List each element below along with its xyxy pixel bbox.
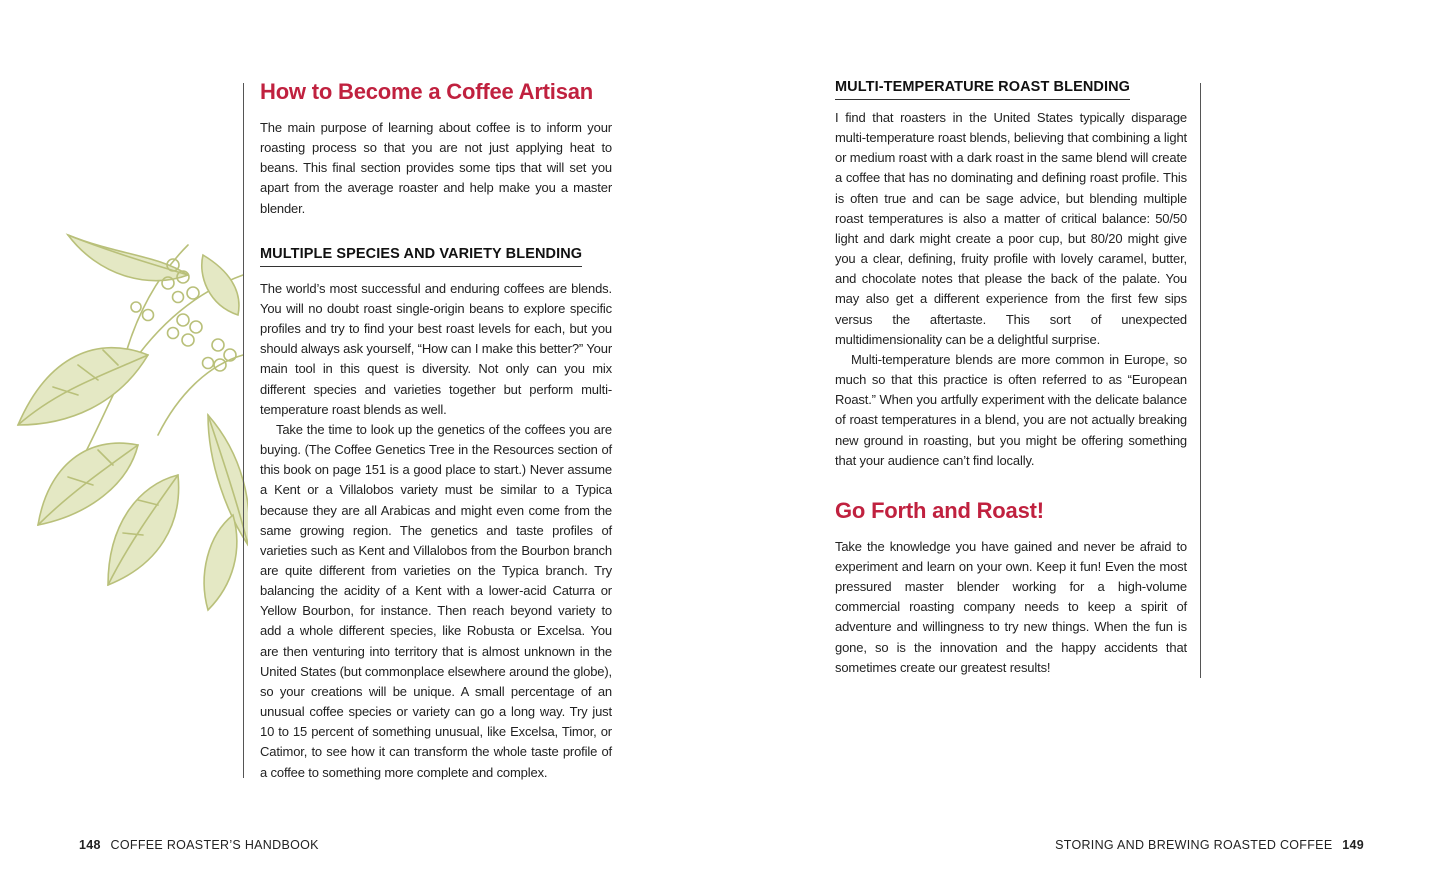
multi-temperature-paragraph-2: Multi-temperature blends are more common in Europe, so much so that this practice is often referred to as “European Roast.” When you artfully experiment with the delicate balance of roast temperatures in a blend, you are not actually breaking new ground in roasting, but you might be offering something that your audience can’t find locally. <box>835 351 1187 468</box>
page-number-left: 148 <box>79 838 101 852</box>
species-blending-paragraph-2: Take the time to look up the genetics of the coffees you are buying. (The Coffee Genetics Tree in the Resources section of this book on page 151 is a good place to start.) Never assume a Kent or a Villalobos variety must be similar to a Typica because they are all Arabicas and might even come from the same growing region. The genetics and taste profiles of varieties such as Kent and Villalobos from the Bourbon branch are quite different from varieties on the Typica branch. Try balancing the acidity of a Kent with a lower-acid Caturra or Yellow Bourbon, for instance. Then reach beyond variety to add a whole different species, like Robusta or Excelsa. You are then venturing into territory that is almost unknown in the United States (but commonplace elsewhere around the globe), so your creations will be unique. A small percentage of an unusual coffee species or variety can go a long way. Try just 10 to 15 percent of something unusual, like Excelsa, Timor, or Catimor, to see how it can transform the whole taste profile of a coffee to something more complete and complex. <box>260 421 612 780</box>
subhead-species-blending: MULTIPLE SPECIES AND VARIETY BLENDING <box>260 245 582 267</box>
left-page <box>0 0 722 891</box>
species-blending-paragraph-1: The world’s most successful and enduring coffees are blends. You will no doubt roast single-origin beans to explore specific profiles and try to find your best roast levels for each, but you should always ask yourself, “How can I make this better?” Your main tool in this quest is diversity. Not only can you mix different species and varieties together but perform multi-temperature roast blends as well. <box>260 280 612 417</box>
left-column-rule <box>243 83 244 778</box>
section-title-go-forth: Go Forth and Roast! <box>835 497 1044 523</box>
subhead-multi-temperature: MULTI-TEMPERATURE ROAST BLENDING <box>835 78 1130 100</box>
multi-temperature-paragraph-1: I find that roasters in the United States typically disparage multi-temperature roast blends, believing that combining a light or medium roast with a dark roast in the same blend will create a coffee that has no dominating and defining roast profile. This is often true and can be sage advice, but blending multiple roast temperatures is also a matter of critical balance: 50/50 light and dark might create a poor cup, but 80/20 might give you a clear, defining, fruity profile with lovely caramel, butter, and chocolate notes that please the back of the palate. You may also get a different experience from the first few sips versus the aftertaste. This sort of unexpected multidimensionality can be a delightful surprise. <box>835 110 1187 347</box>
section-title-coffee-artisan: How to Become a Coffee Artisan <box>260 79 594 104</box>
right-page-footer <box>1055 838 1370 852</box>
right-page <box>722 0 1445 891</box>
right-column <box>835 78 1187 678</box>
intro-paragraph: The main purpose of learning about coffee is to inform your roasting process so that you are not just applying heat to beans. This final section provides some tips that will set you apart from the average roaster and help make you a master blender. <box>260 120 612 216</box>
right-column-rule <box>1200 83 1201 678</box>
running-title-left: COFFEE ROASTER’S HANDBOOK <box>110 838 319 852</box>
page-number-right: 149 <box>1342 838 1364 852</box>
coffee-plant-illustration <box>8 215 248 615</box>
running-title-right: STORING AND BREWING ROASTED COFFEE <box>1055 838 1333 852</box>
left-page-footer <box>73 838 319 852</box>
left-column <box>260 78 612 783</box>
go-forth-paragraph: Take the knowledge you have gained and never be afraid to experiment and learn on your own. Keep it fun! Even the most pressured master blender working for a high-volume commercial roasting company needs to keep a spirit of adventure and willingness to try new things. When the fun is gone, so is the innovation and the happy accidents that sometimes create our greatest results! <box>835 538 1187 675</box>
